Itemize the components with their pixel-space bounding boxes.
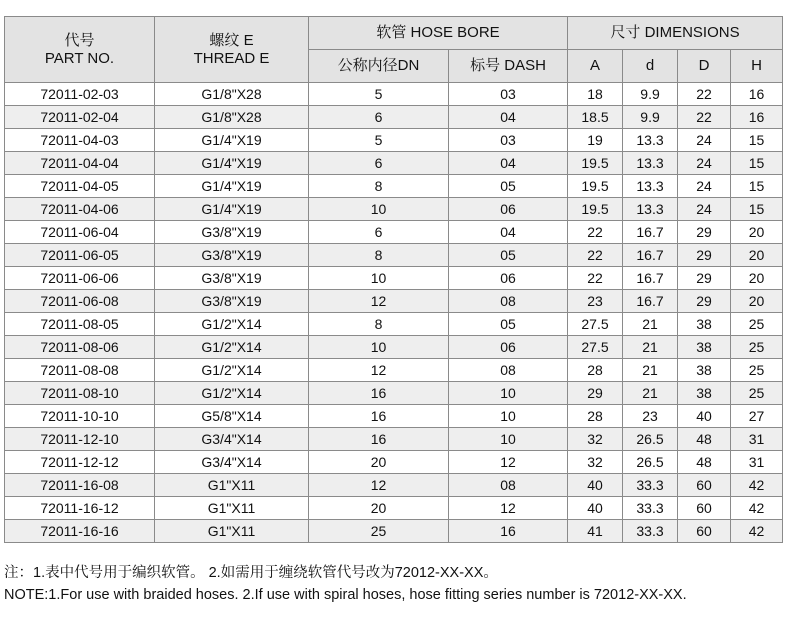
notes [4, 562, 687, 606]
dn-cell: 25 [309, 520, 449, 543]
thread-cell: G3/8"X19 [155, 267, 309, 290]
dim-d-small-cell: 16.7 [623, 244, 678, 267]
table-row [5, 129, 783, 152]
dash-cell: 06 [449, 267, 568, 290]
part-no-cell: 72011-12-12 [5, 451, 155, 474]
dash-cell: 04 [449, 152, 568, 175]
dn-cell: 12 [309, 359, 449, 382]
dim-h-cell: 15 [731, 198, 783, 221]
part-no-cell: 72011-08-05 [5, 313, 155, 336]
dim-d-large-cell: 29 [678, 290, 731, 313]
dim-d-small-cell: 9.9 [623, 106, 678, 129]
dim-h-cell: 20 [731, 290, 783, 313]
dim-h-cell: 25 [731, 382, 783, 405]
dim-h-cell: 25 [731, 336, 783, 359]
dim-d-small-cell: 26.5 [623, 428, 678, 451]
dash-cell: 04 [449, 221, 568, 244]
dim-h-header: H [731, 50, 783, 83]
table-row [5, 313, 783, 336]
part-no-cell: 72011-06-06 [5, 267, 155, 290]
dash-cell: 03 [449, 83, 568, 106]
dn-cell: 5 [309, 129, 449, 152]
dim-h-cell: 15 [731, 152, 783, 175]
dim-d-large-cell: 38 [678, 313, 731, 336]
dn-cell: 16 [309, 382, 449, 405]
table-row [5, 359, 783, 382]
thread-cell: G3/4"X14 [155, 428, 309, 451]
dim-a-header: A [568, 50, 623, 83]
thread-cell: G1/8"X28 [155, 106, 309, 129]
thread-cell: G1"X11 [155, 497, 309, 520]
part-no-cell: 72011-06-04 [5, 221, 155, 244]
thread-cell: G3/8"X19 [155, 244, 309, 267]
thread-cell: G3/8"X19 [155, 290, 309, 313]
dim-d-large-cell: 22 [678, 83, 731, 106]
table-row [5, 520, 783, 543]
thread-cell: G1"X11 [155, 474, 309, 497]
dim-a-cell: 28 [568, 405, 623, 428]
dim-a-cell: 22 [568, 244, 623, 267]
dim-d-large-cell: 60 [678, 520, 731, 543]
dim-h-cell: 27 [731, 405, 783, 428]
table-row [5, 497, 783, 520]
dim-d-small-cell: 23 [623, 405, 678, 428]
dn-cell: 12 [309, 474, 449, 497]
dim-h-cell: 42 [731, 474, 783, 497]
dash-cell: 12 [449, 497, 568, 520]
dim-a-cell: 22 [568, 267, 623, 290]
note-cn: 注：1.表中代号用于编织软管。 2.如需用于缠绕软管代号改为72012-XX-XX。 [4, 565, 498, 581]
dim-d-large-cell: 24 [678, 198, 731, 221]
dim-a-cell: 41 [568, 520, 623, 543]
dim-a-cell: 27.5 [568, 313, 623, 336]
dn-cell: 20 [309, 451, 449, 474]
dim-d-large-header: D [678, 50, 731, 83]
table-row [5, 152, 783, 175]
table-row [5, 428, 783, 451]
dash-cell: 06 [449, 336, 568, 359]
dn-cell: 8 [309, 244, 449, 267]
dn-cell: 16 [309, 428, 449, 451]
dim-h-cell: 31 [731, 451, 783, 474]
dash-cell: 04 [449, 106, 568, 129]
dim-d-large-cell: 38 [678, 336, 731, 359]
part-no-header-cn: 代号 [64, 31, 95, 49]
dim-a-cell: 19 [568, 129, 623, 152]
dim-h-cell: 42 [731, 520, 783, 543]
dn-cell: 6 [309, 152, 449, 175]
part-no-cell: 72011-12-10 [5, 428, 155, 451]
dim-h-cell: 20 [731, 267, 783, 290]
thread-header-en: THREAD E [193, 49, 270, 67]
thread-cell: G1/2"X14 [155, 359, 309, 382]
part-no-cell: 72011-08-06 [5, 336, 155, 359]
dim-d-small-cell: 21 [623, 336, 678, 359]
dim-d-small-cell: 16.7 [623, 290, 678, 313]
part-no-cell: 72011-06-05 [5, 244, 155, 267]
dim-d-large-cell: 60 [678, 497, 731, 520]
table-body [5, 83, 783, 543]
dim-d-large-cell: 29 [678, 267, 731, 290]
part-no-cell: 72011-08-10 [5, 382, 155, 405]
header-row-top [5, 17, 783, 50]
dim-d-small-cell: 33.3 [623, 520, 678, 543]
dim-a-cell: 19.5 [568, 152, 623, 175]
thread-cell: G5/8"X14 [155, 405, 309, 428]
part-no-cell: 72011-06-08 [5, 290, 155, 313]
dash-cell: 03 [449, 129, 568, 152]
dim-a-cell: 32 [568, 451, 623, 474]
dim-d-small-cell: 26.5 [623, 451, 678, 474]
dim-d-small-cell: 13.3 [623, 152, 678, 175]
thread-cell: G1/2"X14 [155, 382, 309, 405]
dim-d-large-cell: 38 [678, 359, 731, 382]
dash-cell: 10 [449, 405, 568, 428]
dim-d-small-cell: 21 [623, 382, 678, 405]
part-no-header-en: PART NO. [44, 49, 115, 67]
thread-cell: G3/8"X19 [155, 221, 309, 244]
dim-h-cell: 16 [731, 83, 783, 106]
dn-cell: 8 [309, 175, 449, 198]
dim-d-small-cell: 13.3 [623, 198, 678, 221]
dim-h-cell: 25 [731, 359, 783, 382]
dn-cell: 6 [309, 106, 449, 129]
part-no-cell: 72011-10-10 [5, 405, 155, 428]
dim-d-large-cell: 24 [678, 175, 731, 198]
dim-h-cell: 15 [731, 175, 783, 198]
table-row [5, 474, 783, 497]
part-no-cell: 72011-16-12 [5, 497, 155, 520]
dim-a-cell: 18 [568, 83, 623, 106]
dn-cell: 8 [309, 313, 449, 336]
dash-cell: 10 [449, 428, 568, 451]
hose-bore-header: 软管 HOSE BORE [309, 17, 568, 50]
part-no-cell: 72011-04-06 [5, 198, 155, 221]
dash-cell: 10 [449, 382, 568, 405]
dimensions-header: 尺寸 DIMENSIONS [568, 17, 783, 50]
dim-d-small-cell: 9.9 [623, 83, 678, 106]
dim-d-small-cell: 33.3 [623, 474, 678, 497]
thread-header-cn: 螺纹 E [209, 31, 254, 49]
dim-h-cell: 20 [731, 244, 783, 267]
dim-h-cell: 20 [731, 221, 783, 244]
dim-d-large-cell: 48 [678, 428, 731, 451]
dim-d-small-cell: 21 [623, 359, 678, 382]
table-row [5, 290, 783, 313]
part-no-cell: 72011-04-03 [5, 129, 155, 152]
dash-cell: 12 [449, 451, 568, 474]
dash-cell: 05 [449, 175, 568, 198]
table-row [5, 221, 783, 244]
table-row [5, 451, 783, 474]
dim-d-small-cell: 13.3 [623, 175, 678, 198]
dash-cell: 16 [449, 520, 568, 543]
dim-a-cell: 22 [568, 221, 623, 244]
dim-d-large-cell: 29 [678, 244, 731, 267]
dim-d-small-cell: 16.7 [623, 221, 678, 244]
dim-h-cell: 15 [731, 129, 783, 152]
dn-cell: 5 [309, 83, 449, 106]
part-no-cell: 72011-04-05 [5, 175, 155, 198]
table-row [5, 336, 783, 359]
thread-cell: G1/4"X19 [155, 152, 309, 175]
dim-d-small-header: d [623, 50, 678, 83]
dash-header: 标号 DASH [449, 50, 568, 83]
table-row [5, 83, 783, 106]
table-row [5, 405, 783, 428]
dash-cell: 08 [449, 290, 568, 313]
thread-cell: G3/4"X14 [155, 451, 309, 474]
dash-cell: 05 [449, 244, 568, 267]
dim-a-cell: 18.5 [568, 106, 623, 129]
dim-h-cell: 42 [731, 497, 783, 520]
part-no-cell: 72011-02-03 [5, 83, 155, 106]
dn-cell: 12 [309, 290, 449, 313]
dim-d-large-cell: 48 [678, 451, 731, 474]
dim-d-large-cell: 24 [678, 152, 731, 175]
part-no-cell: 72011-02-04 [5, 106, 155, 129]
thread-cell: G1/4"X19 [155, 175, 309, 198]
dn-cell: 10 [309, 198, 449, 221]
dim-d-small-cell: 13.3 [623, 129, 678, 152]
dash-cell: 08 [449, 474, 568, 497]
dim-d-large-cell: 40 [678, 405, 731, 428]
dim-d-large-cell: 22 [678, 106, 731, 129]
table-row [5, 198, 783, 221]
dn-cell: 20 [309, 497, 449, 520]
dim-d-small-cell: 21 [623, 313, 678, 336]
part-no-cell: 72011-16-16 [5, 520, 155, 543]
thread-cell: G1/4"X19 [155, 198, 309, 221]
thread-cell: G1/2"X14 [155, 336, 309, 359]
thread-cell: G1/2"X14 [155, 313, 309, 336]
dim-a-cell: 27.5 [568, 336, 623, 359]
dim-d-small-cell: 33.3 [623, 497, 678, 520]
dim-a-cell: 19.5 [568, 198, 623, 221]
dim-d-large-cell: 38 [678, 382, 731, 405]
dim-a-cell: 32 [568, 428, 623, 451]
dim-a-cell: 40 [568, 474, 623, 497]
dim-a-cell: 28 [568, 359, 623, 382]
table-row [5, 106, 783, 129]
dash-cell: 08 [449, 359, 568, 382]
dim-a-cell: 23 [568, 290, 623, 313]
dim-d-large-cell: 24 [678, 129, 731, 152]
part-no-header [5, 17, 155, 83]
fitting-spec-table [4, 16, 783, 543]
table-row [5, 382, 783, 405]
dn-cell: 16 [309, 405, 449, 428]
dn-cell: 10 [309, 267, 449, 290]
dim-h-cell: 16 [731, 106, 783, 129]
thread-cell: G1/4"X19 [155, 129, 309, 152]
part-no-cell: 72011-08-08 [5, 359, 155, 382]
dash-cell: 05 [449, 313, 568, 336]
thread-cell: G1/8"X28 [155, 83, 309, 106]
table-row [5, 244, 783, 267]
dim-a-cell: 29 [568, 382, 623, 405]
thread-header [155, 17, 309, 83]
part-no-cell: 72011-16-08 [5, 474, 155, 497]
dim-h-cell: 31 [731, 428, 783, 451]
dim-h-cell: 25 [731, 313, 783, 336]
dn-header: 公称内径DN [309, 50, 449, 83]
part-no-cell: 72011-04-04 [5, 152, 155, 175]
dim-d-small-cell: 16.7 [623, 267, 678, 290]
dn-cell: 10 [309, 336, 449, 359]
dim-d-large-cell: 29 [678, 221, 731, 244]
dim-a-cell: 19.5 [568, 175, 623, 198]
table-row [5, 267, 783, 290]
dn-cell: 6 [309, 221, 449, 244]
table-row [5, 175, 783, 198]
thread-cell: G1"X11 [155, 520, 309, 543]
note-en: NOTE:1.For use with braided hoses. 2.If use with spiral hoses, hose fitting series number is 72012-XX-XX. [4, 587, 687, 603]
dash-cell: 06 [449, 198, 568, 221]
dim-a-cell: 40 [568, 497, 623, 520]
dim-d-large-cell: 60 [678, 474, 731, 497]
